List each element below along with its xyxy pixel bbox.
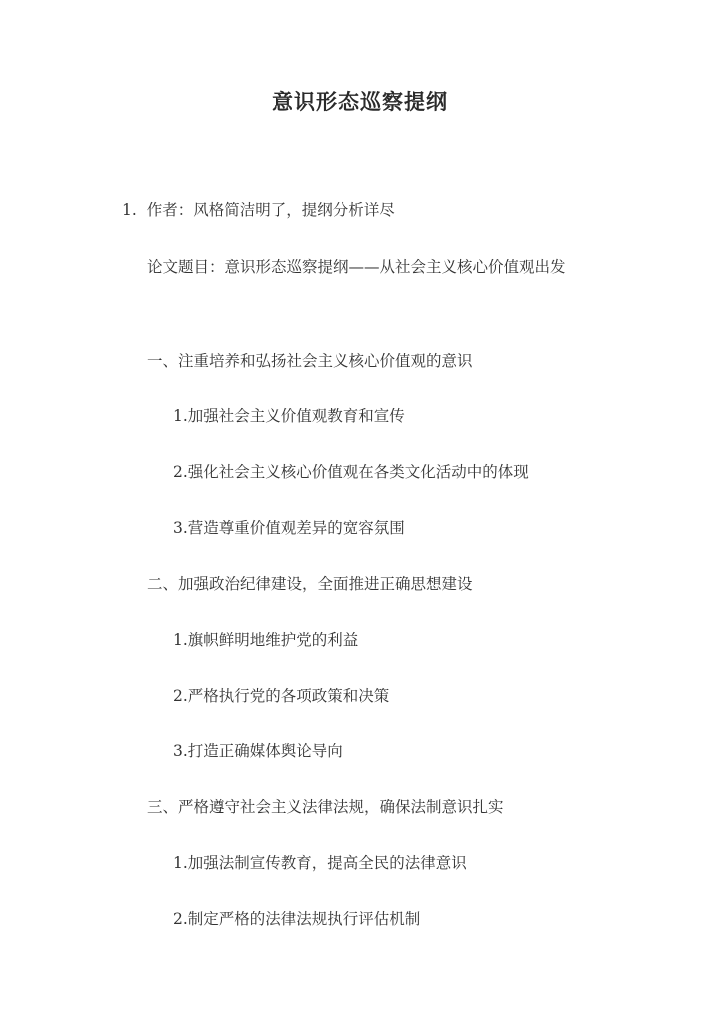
section-item: 1.加强社会主义价值观教育和宣传: [173, 407, 405, 425]
section-heading: 一、注重培养和弘扬社会主义核心价值观的意识: [147, 352, 473, 370]
section-item: 1.旗帜鲜明地维护党的利益: [173, 631, 359, 649]
section-item: 2.强化社会主义核心价值观在各类文化活动中的体现: [173, 463, 529, 481]
intro-number: 1.: [122, 201, 137, 219]
intro-author-line: [122, 198, 395, 220]
section-item: 3.营造尊重价值观差异的宽容氛围: [173, 519, 405, 537]
section-heading: 三、严格遵守社会主义法律法规，确保法制意识扎实: [147, 798, 504, 816]
section-item: 1.加强法制宣传教育，提高全民的法律意识: [173, 854, 467, 872]
section-item: 3.打造正确媒体舆论导向: [173, 742, 343, 760]
author-text: 作者：风格简洁明了，提纲分析详尽: [146, 201, 395, 219]
section-heading: 二、加强政治纪律建设，全面推进正确思想建设: [147, 575, 473, 593]
thesis-title-line: 论文题目：意识形态巡察提纲——从社会主义核心价值观出发: [147, 258, 566, 276]
section-item: 2.严格执行党的各项政策和决策: [173, 687, 390, 705]
section-item: 2.制定严格的法律法规执行评估机制: [173, 910, 421, 928]
document-title: 意识形态巡察提纲: [272, 89, 448, 114]
